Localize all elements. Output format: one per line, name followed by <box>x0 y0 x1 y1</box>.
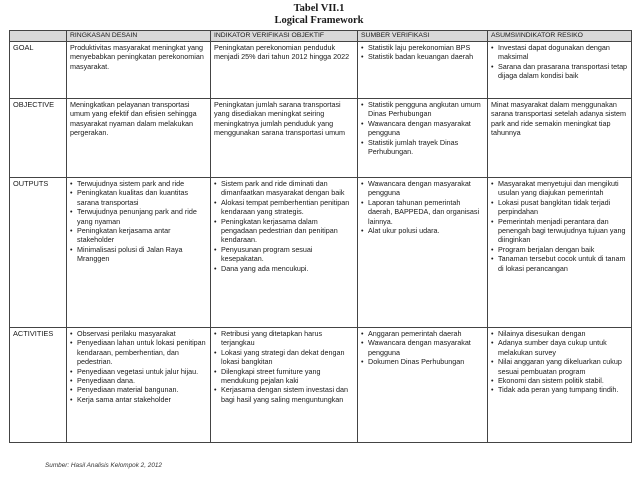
bullet-list <box>361 43 484 62</box>
table-number: Tabel VII.1 <box>293 3 345 14</box>
bullet-list <box>214 179 354 273</box>
cell-ringkasan <box>67 42 211 99</box>
bullet-list <box>361 100 484 156</box>
list-item: • Sistem park and ride diminati dan dimanfaatkan masyarakat dengan baik <box>214 179 354 198</box>
row-label: OBJECTIVE <box>10 99 67 178</box>
header-ringkasan-desain: RINGKASAN DESAIN <box>67 31 211 42</box>
list-item: • Dilengkapi street furniture yang mendukung pejalan kaki <box>214 367 354 386</box>
list-item: • Retribusi yang ditetapkan harus terjangkau <box>214 329 354 348</box>
cell-text: Meningkatkan pelayanan transportasi umum yang efektif dan efisien sehingga masyarakat nyaman dalam melakukan pergerakan. <box>70 100 197 138</box>
table-row <box>10 178 632 328</box>
list-item: • Alat ukur polusi udara. <box>361 226 484 235</box>
bullet-list <box>214 329 354 404</box>
header-cell-empty <box>10 31 67 42</box>
list-item: • Statistik badan keuangan daerah <box>361 52 484 61</box>
list-item: • Alokasi tempat pemberhentian penitipan kendaraan yang strategis. <box>214 198 354 217</box>
cell-indikator <box>211 178 358 328</box>
cell-sumber <box>358 178 488 328</box>
list-item: • Tidak ada peran yang tumpang tindih. <box>491 385 628 394</box>
row-label: OUTPUTS <box>10 178 67 328</box>
list-item: • Tanaman tersebut cocok untuk di tanam di lokasi perancangan <box>491 254 628 273</box>
cell-indikator <box>211 42 358 99</box>
list-item: • Minimalisasi polusi di Jalan Raya Mranggen <box>70 245 207 264</box>
header-sumber-verifikasi: SUMBER VERIFIKASI <box>358 31 488 42</box>
list-item: • Penyediaan material bangunan. <box>70 385 207 394</box>
list-item: • Kerjasama dengan sistem investasi dan bagi hasil yang saling menguntungkan <box>214 385 354 404</box>
list-item: • Penyediaan lahan untuk lokasi penitipan kendaraan, pemberhentian, dan pedestrian. <box>70 338 207 366</box>
cell-text: Peningkatan jumlah sarana transportasi yang disediakan meningkat seiring meningkatnya jumlah penduduk yang menggunakan sarana transportasi umum <box>214 100 346 138</box>
cell-text: Minat masyarakat dalam menggunakan sarana transportasi setelah adanya sistem park and ride semakin meningkat tiap tahunnya <box>491 100 627 138</box>
header-asumsi-resiko: ASUMSI/INDIKATOR RESIKO <box>488 31 632 42</box>
source-note: Sumber: Hasil Analisis Kelompok 2, 2012 <box>45 462 162 469</box>
list-item: • Nilai anggaran yang dikeluarkan cukup sesuai pembuatan program <box>491 357 628 376</box>
table-row <box>10 42 632 99</box>
list-item: • Wawancara dengan masyarakat pengguna <box>361 338 484 357</box>
list-item: • Laporan tahunan pemerintah daerah, BAPPEDA, dan organisasi lainnya. <box>361 198 484 226</box>
cell-text: Peningkatan perekonomian penduduk menjadi 25% dari tahun 2012 hingga 2022 <box>214 43 350 62</box>
bullet-list <box>491 329 628 395</box>
bullet-list <box>491 179 628 273</box>
list-item: • Ekonomi dan sistem politik stabil. <box>491 376 628 385</box>
list-item: • Kerja sama antar stakeholder <box>70 395 207 404</box>
bullet-list <box>361 179 484 235</box>
header-row <box>10 31 632 42</box>
logical-framework-table <box>9 30 632 443</box>
list-item: • Sarana dan prasarana transportasi tetap dijaga dalam kondisi baik <box>491 62 628 81</box>
list-item: • Lokasi yang strategi dan dekat dengan lokasi bangkitan <box>214 348 354 367</box>
bullet-list <box>70 179 207 264</box>
list-item: • Nilainya disesuikan dengan <box>491 329 628 338</box>
cell-asumsi <box>488 99 632 178</box>
cell-text: Produktivitas masyarakat meningkat yang menyebabkan peningkatan perekonomian masyarakat. <box>70 43 204 71</box>
list-item: • Lokasi pusat bangkitan tidak terjadi perpindahan <box>491 198 628 217</box>
list-item: • Adanya sumber daya cukup untuk melakukan survey <box>491 338 628 357</box>
cell-sumber <box>358 328 488 443</box>
table-row <box>10 328 632 443</box>
list-item: • Observasi perilaku masyarakat <box>70 329 207 338</box>
list-item: • Penyediaan vegetasi untuk jalur hijau. <box>70 367 207 376</box>
table-title <box>0 3 638 27</box>
list-item: • Program berjalan dengan baik <box>491 245 628 254</box>
list-item: • Terwujudnya penunjang park and ride yang nyaman <box>70 207 207 226</box>
bullet-list <box>361 329 484 367</box>
list-item: • Investasi dapat dogunakan dengan maksimal <box>491 43 628 62</box>
list-item: • Dana yang ada mencukupi. <box>214 264 354 273</box>
cell-sumber <box>358 99 488 178</box>
row-label: GOAL <box>10 42 67 99</box>
list-item: • Pemerintah menjadi perantara dan penengah bagi terwujudnya tujuan yang diinginkan <box>491 217 628 245</box>
list-item: • Masyarakat menyetujui dan mengikuti usulan yang diajukan pemerintah <box>491 179 628 198</box>
cell-asumsi <box>488 178 632 328</box>
cell-sumber <box>358 42 488 99</box>
table-caption: Logical Framework <box>274 15 364 26</box>
list-item: • Peningkatan kualitas dan kuantitas sarana transportasi <box>70 188 207 207</box>
cell-ringkasan <box>67 99 211 178</box>
cell-indikator <box>211 328 358 443</box>
list-item: • Penyediaan dana. <box>70 376 207 385</box>
header-indikator-verifikasi: INDIKATOR VERIFIKASI OBJEKTIF <box>211 31 358 42</box>
row-label: ACTIVITIES <box>10 328 67 443</box>
list-item: • Statistik jumlah trayek Dinas Perhubungan. <box>361 138 484 157</box>
cell-ringkasan <box>67 178 211 328</box>
cell-ringkasan <box>67 328 211 443</box>
bullet-list <box>70 329 207 404</box>
cell-indikator <box>211 99 358 178</box>
list-item: • Statistik pengguna angkutan umum Dinas Perhubungan <box>361 100 484 119</box>
list-item: • Anggaran pemerintah daerah <box>361 329 484 338</box>
cell-asumsi <box>488 328 632 443</box>
bullet-list <box>491 43 628 81</box>
list-item: • Wawancara dengan masyarakat pengguna <box>361 179 484 198</box>
list-item: • Terwujudnya sistem park and ride <box>70 179 207 188</box>
list-item: • Dokumen Dinas Perhubungan <box>361 357 484 366</box>
list-item: • Wawancara dengan masyarakat pengguna <box>361 119 484 138</box>
list-item: • Peningkatan kerjasama antar stakeholder <box>70 226 207 245</box>
list-item: • Peningkatan kerjasama dalam pengadaan pedestrian dan penitipan kendaraan. <box>214 217 354 245</box>
cell-asumsi <box>488 42 632 99</box>
list-item: • Penyusunan program sesuai kesepakatan. <box>214 245 354 264</box>
list-item: • Statistik laju perekonomian BPS <box>361 43 484 52</box>
table-row <box>10 99 632 178</box>
